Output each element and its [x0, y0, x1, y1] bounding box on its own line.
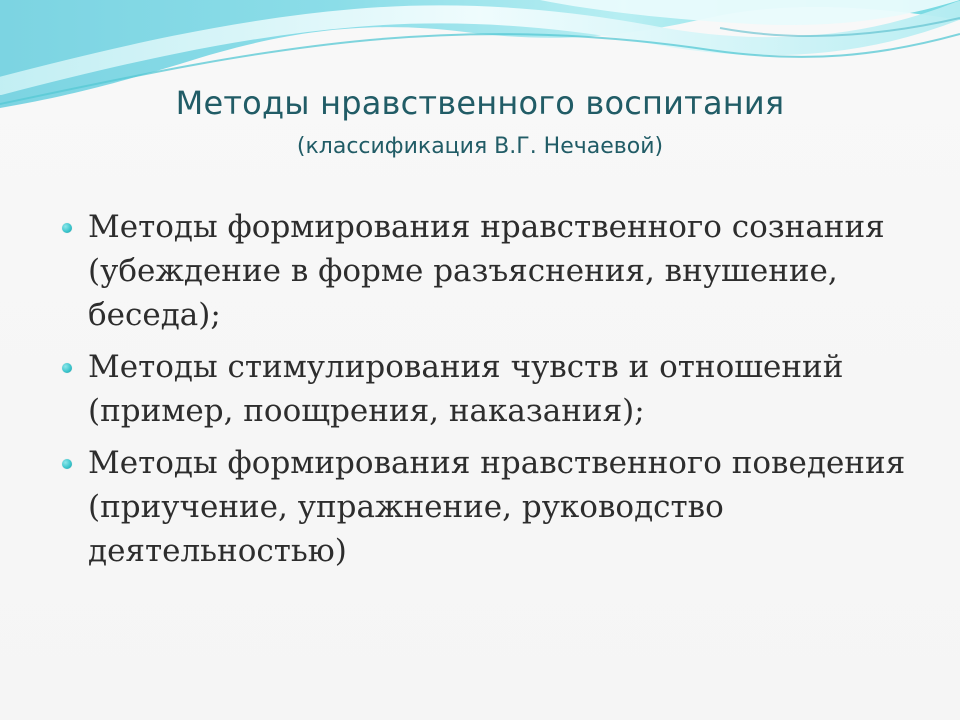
bullet-item-1: [62, 205, 912, 337]
bullet-list: [62, 205, 912, 581]
bullet-dot-icon: [62, 223, 72, 233]
bullet-item-3: [62, 441, 912, 573]
bullet-text: Методы формирования нравственного поведения (приучение, упражнение, руководство деятельностью): [88, 445, 906, 569]
slide-title: Методы нравственного воспитания: [175, 84, 785, 122]
bullet-dot-icon: [62, 459, 72, 469]
slide-subtitle: (классификация В.Г. Нечаевой): [296, 134, 664, 159]
bullet-item-2: [62, 345, 912, 433]
bullet-text: Методы формирования нравственного сознания (убеждение в форме разъяснения, внушение, беседа);: [88, 209, 885, 333]
bullet-text: Методы стимулирования чувств и отношений (пример, поощрения, наказания);: [88, 349, 844, 429]
bullet-dot-icon: [62, 363, 72, 373]
